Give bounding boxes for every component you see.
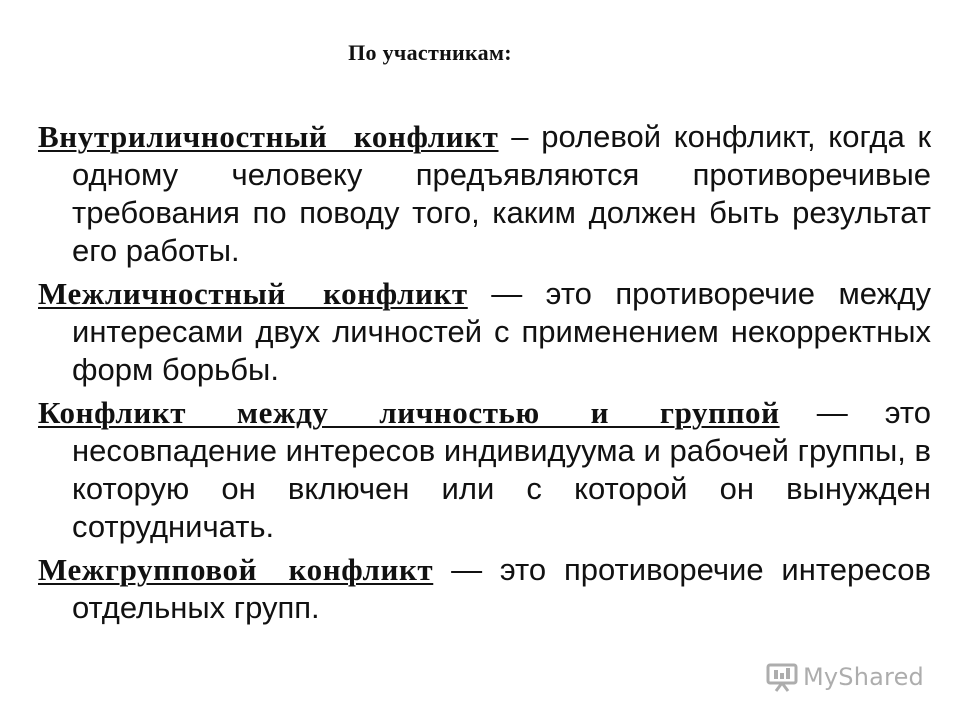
definition-person-group	[38, 394, 931, 546]
definition-text-interpersonal: — это противоречие между интересами двух личностей с применением некорректных форм борьбы.	[72, 276, 931, 387]
myshared-watermark	[765, 660, 924, 694]
definition-intrapersonal	[38, 118, 931, 270]
presentation-board-icon	[765, 660, 799, 694]
term-intrapersonal: Внутриличностный конфликт	[38, 119, 499, 154]
definition-text-intergroup: — это противоречие интересов отдельных групп.	[72, 552, 931, 625]
term-intergroup: Межгрупповой конфликт	[38, 552, 434, 587]
definition-interpersonal	[38, 275, 931, 389]
term-interpersonal: Межличностный конфликт	[38, 276, 468, 311]
definitions-list	[38, 118, 931, 632]
slide-heading: По участникам:	[348, 40, 512, 65]
definition-text-intrapersonal: – ролевой конфликт, когда к одному человеку предъявляются противоречивые требования по поводу того, каким должен быть результат его работы.	[72, 119, 932, 268]
definition-text-person-group: — это несовпадение интересов индивидуума и рабочей группы, в которую он включен или с которой он вынужден сотрудничать.	[72, 395, 931, 544]
term-person-group: Конфликт между личностью и группой	[38, 395, 780, 430]
definition-intergroup	[38, 551, 931, 627]
watermark-text: MyShared	[802, 663, 924, 691]
